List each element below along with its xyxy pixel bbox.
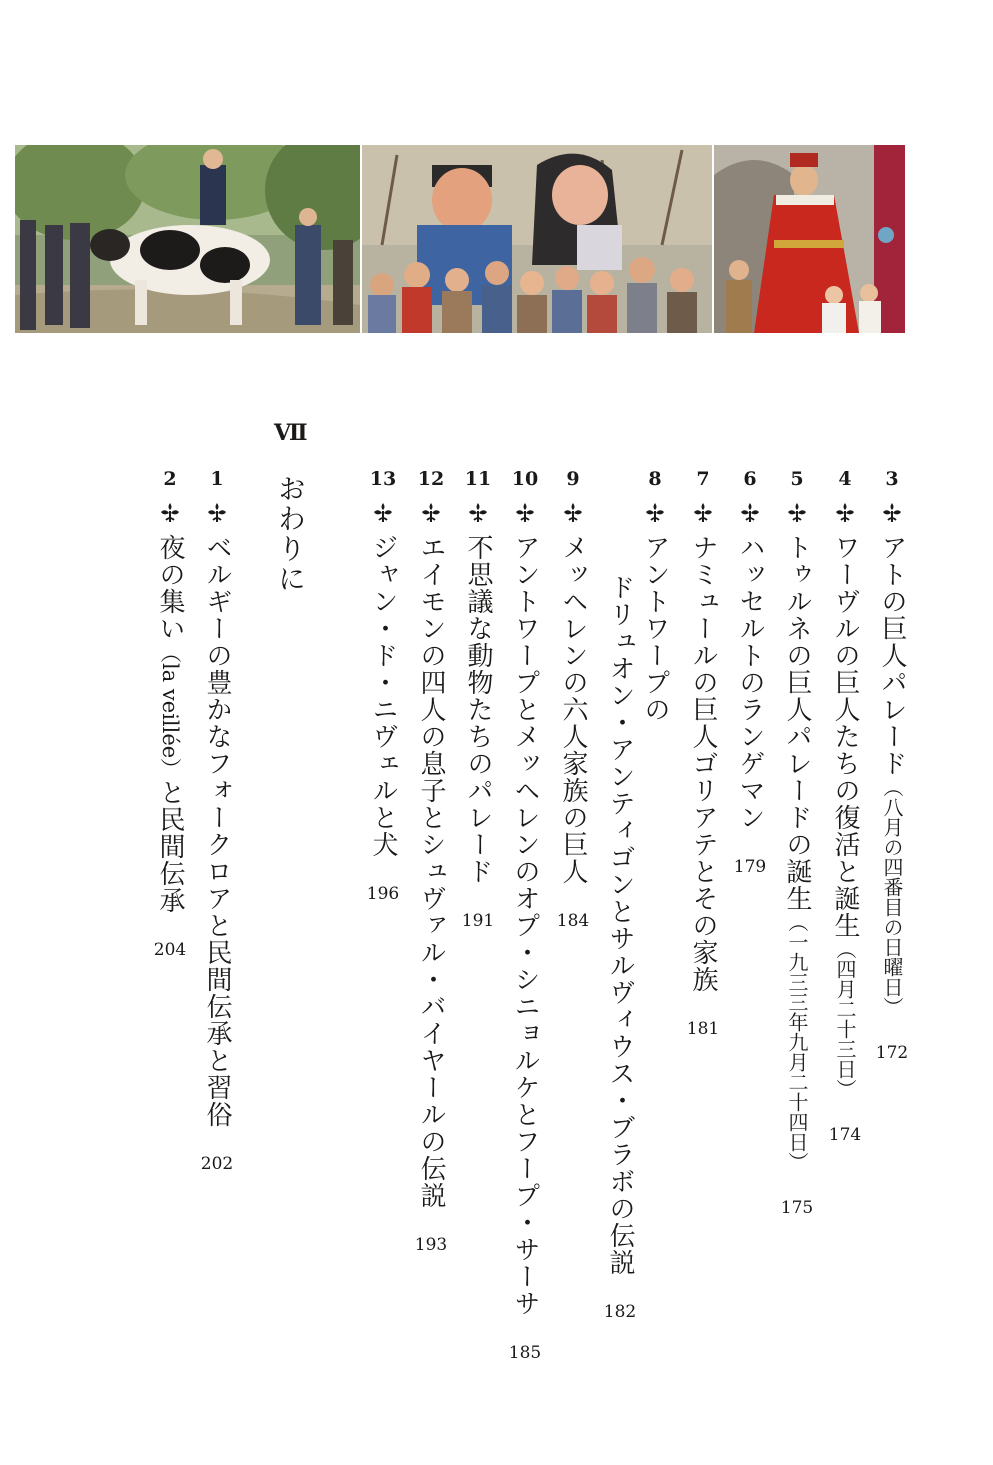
- entry-number: 8: [648, 468, 662, 490]
- entry-title: アントワープの: [640, 534, 670, 723]
- fleuron-icon: [786, 502, 808, 524]
- entry-page: 196: [366, 884, 400, 904]
- fleuron-icon: [562, 502, 584, 524]
- toc-entry[interactable]: [551, 468, 595, 931]
- toc-entry[interactable]: [870, 468, 914, 1063]
- fleuron-icon: [420, 502, 442, 524]
- toc-entry-continuation: [598, 468, 642, 1322]
- entry-page: 204: [153, 940, 187, 961]
- entry-page: 184: [556, 911, 590, 931]
- entry-page: 174: [828, 1125, 862, 1145]
- entry-number: 3: [885, 468, 899, 490]
- entry-number: 7: [696, 468, 710, 490]
- fleuron-icon: [467, 502, 489, 524]
- entry-title-line2: ドリュオン・アンティゴンとサルヴィウス・ブラボの伝説: [605, 574, 635, 1276]
- entry-number: 5: [790, 468, 804, 490]
- fleuron-icon: [881, 502, 903, 524]
- fleuron-icon: [692, 502, 714, 524]
- entry-title: アトの巨人パレード（八月の四番目の日曜日）: [877, 534, 907, 1017]
- entry-title: アントワープとメッヘレンのオプ・シニョルケとフープ・サーサ: [510, 534, 540, 1317]
- entry-page: 179: [733, 857, 767, 877]
- entry-number: 6: [743, 468, 757, 490]
- toc-entry[interactable]: [503, 468, 547, 1363]
- entry-page: 185: [508, 1343, 542, 1363]
- entry-title: メッヘレンの六人家族の巨人: [558, 534, 588, 885]
- part-number: Ⅶ: [274, 420, 307, 446]
- toc-entry[interactable]: [775, 468, 819, 1218]
- entry-page: 193: [414, 1235, 448, 1255]
- fleuron-icon: [159, 502, 181, 524]
- entry-number: 2: [163, 468, 177, 490]
- entry-page: 172: [875, 1043, 909, 1063]
- entry-title: ワーヴルの巨人たちの復活と誕生（四月二十三日）: [830, 534, 860, 1099]
- toc-entry[interactable]: [823, 468, 867, 1145]
- fleuron-icon: [644, 502, 666, 524]
- entry-number: 13: [369, 468, 397, 490]
- entry-page: 175: [780, 1198, 814, 1218]
- entry-number: 1: [210, 468, 224, 490]
- entry-page: 181: [686, 1019, 720, 1039]
- part-title[interactable]: おわりに: [274, 474, 307, 594]
- entry-title: エイモンの四人の息子とシュヴァル・バイヤールの伝説: [416, 534, 446, 1209]
- fleuron-icon: [514, 502, 536, 524]
- entry-title: トゥルネの巨人パレードの誕生（一九三三年九月二十四日）: [782, 534, 812, 1172]
- toc-entry[interactable]: [195, 468, 239, 1174]
- entry-title: ジャン・ド・ニヴェルと犬: [368, 534, 398, 858]
- fleuron-icon: [372, 502, 394, 524]
- fleuron-icon: [739, 502, 761, 524]
- toc-entry[interactable]: [148, 468, 192, 960]
- entry-page: 182: [603, 1302, 637, 1322]
- banner-image-giants-crowd: [362, 145, 712, 333]
- entry-title: ナミュールの巨人ゴリアテとその家族: [688, 534, 718, 993]
- entry-title: 夜の集い（la veillée）と民間伝承: [155, 534, 185, 915]
- toc-entry[interactable]: [681, 468, 725, 1039]
- entry-number: 11: [464, 468, 492, 490]
- entry-title: ベルギーの豊かなフォークロアと民間伝承と習俗: [202, 534, 232, 1128]
- fleuron-icon: [206, 502, 228, 524]
- entry-number: 9: [566, 468, 580, 490]
- entry-number: 4: [838, 468, 852, 490]
- entry-title: 不思議な動物たちのパレード: [463, 534, 493, 885]
- toc-entry[interactable]: [409, 468, 453, 1255]
- entry-page: 202: [200, 1154, 234, 1174]
- banner-image-cow-parade: [15, 145, 360, 333]
- entry-number: 12: [417, 468, 445, 490]
- entry-page: 191: [461, 911, 495, 931]
- toc-entry[interactable]: [361, 468, 405, 904]
- toc-entry[interactable]: [456, 468, 500, 931]
- banner-image-red-giant: [714, 145, 905, 333]
- entry-title: ハッセルトのランゲマン: [735, 534, 765, 831]
- fleuron-icon: [834, 502, 856, 524]
- toc-entry[interactable]: [728, 468, 772, 877]
- entry-number: 10: [511, 468, 539, 490]
